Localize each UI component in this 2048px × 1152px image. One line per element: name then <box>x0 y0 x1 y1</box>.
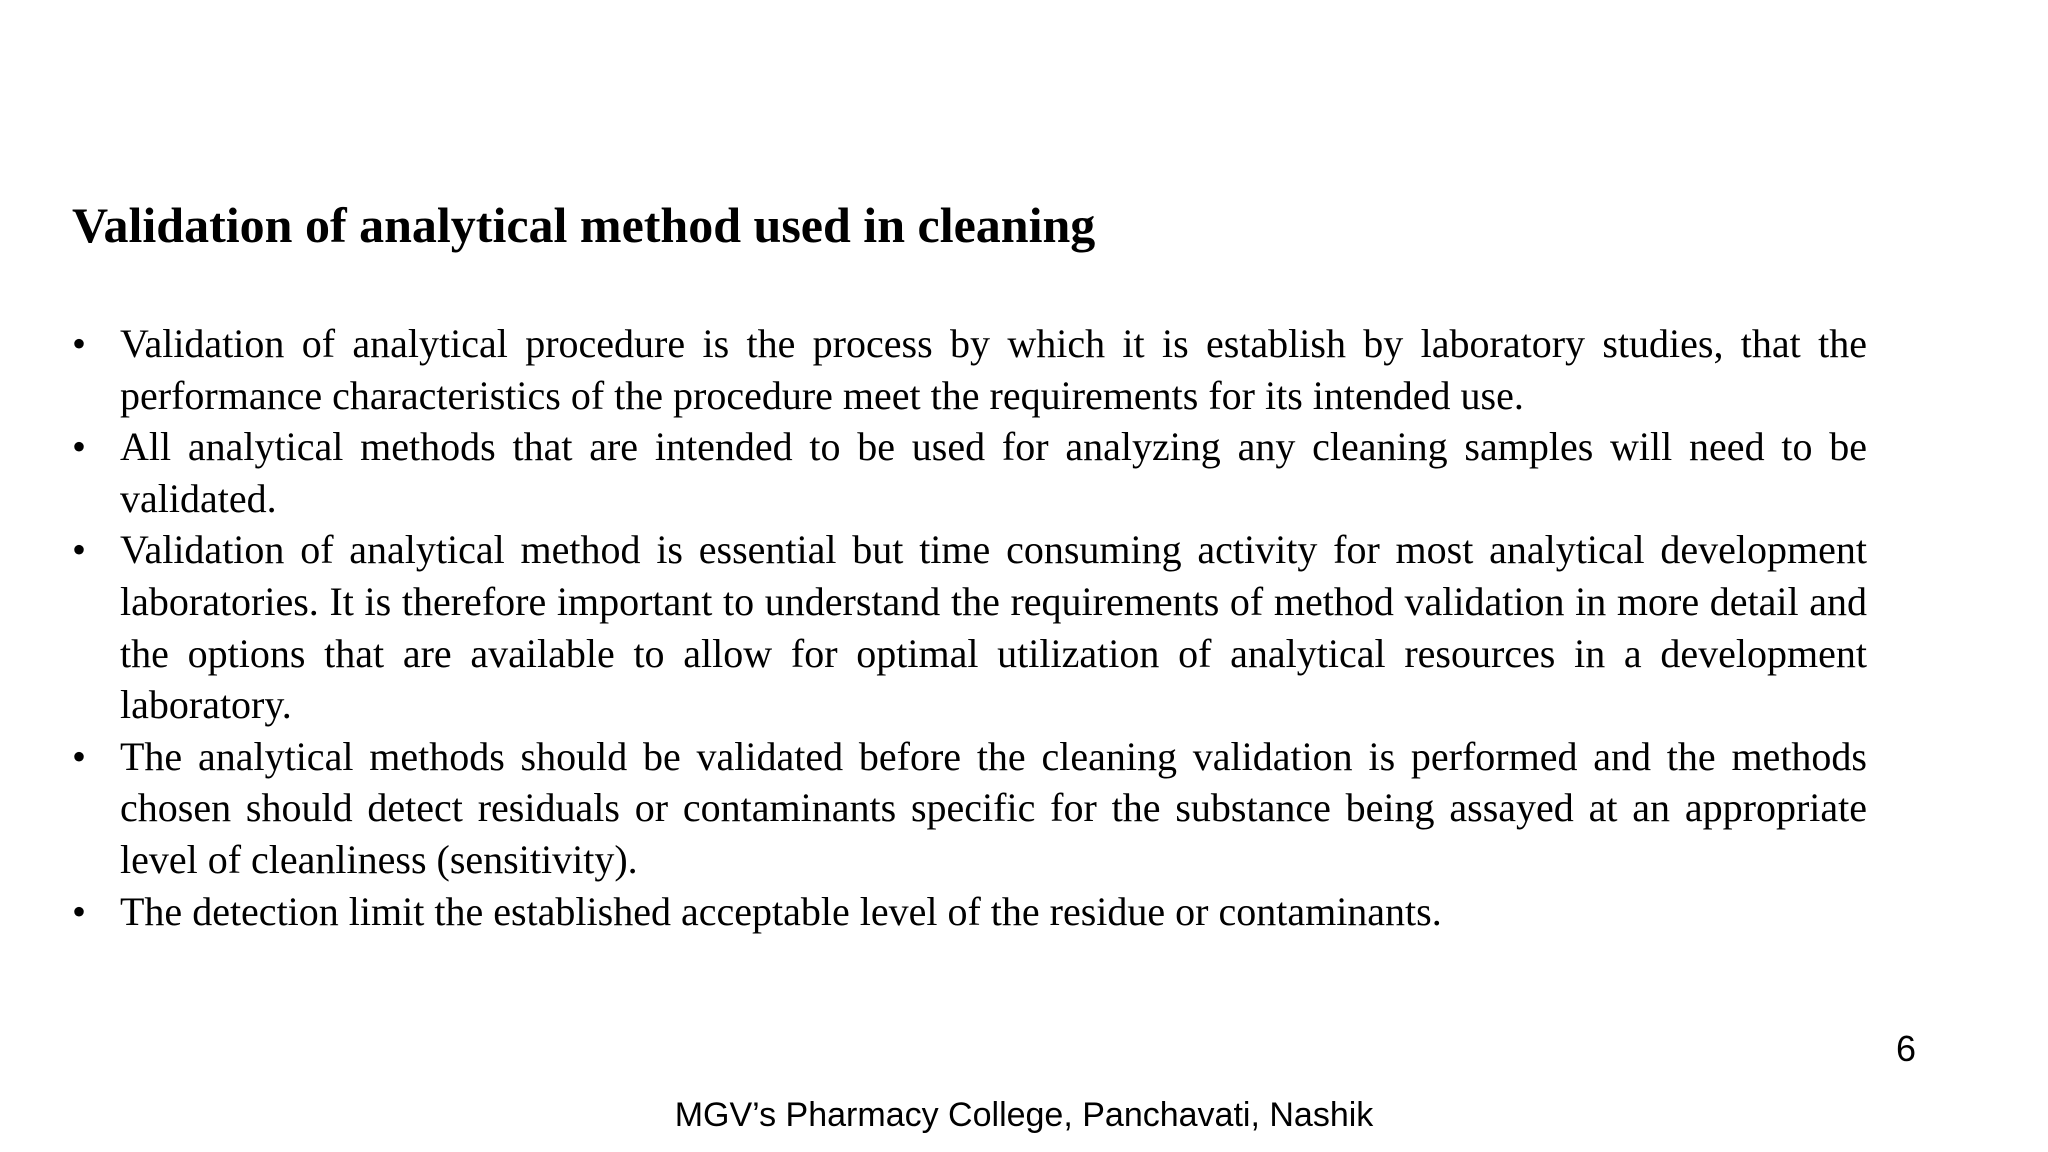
bullet-text: Validation of analytical method is essential but time consuming activity for most analytical development laboratories. It is therefore important to understand the requirements of method validation in more detail and the options that are available to allow for optimal utilization of analytical resources in a development laboratory. <box>120 527 1867 728</box>
bullet-text: Validation of analytical procedure is the process by which it is establish by laboratory studies, that the performance characteristics of the procedure meet the requirements for its intended use. <box>120 321 1867 418</box>
bullet-list <box>72 318 1867 937</box>
bullet-text: All analytical methods that are intended to be used for analyzing any cleaning samples will need to be validated. <box>120 424 1867 521</box>
bullet-text: The detection limit the established acceptable level of the residue or contaminants. <box>120 888 1442 934</box>
slide-title: Validation of analytical method used in cleaning <box>72 197 1096 253</box>
bullet-item <box>72 886 1867 938</box>
bullet-icon: • <box>72 424 87 470</box>
bullet-item <box>72 731 1867 886</box>
bullet-item <box>72 524 1867 730</box>
page-number: 6 <box>1895 1028 1916 1069</box>
bullet-icon: • <box>72 321 87 366</box>
bullet-text: The analytical methods should be validated before the cleaning validation is performed and the methods chosen should detect residuals or contaminants specific for the substance being assayed at an appropriate level of cleanliness (sensitivity). <box>120 733 1867 882</box>
bullet-icon: • <box>72 888 87 934</box>
bullet-icon: • <box>72 527 87 573</box>
bullet-item <box>72 421 1867 524</box>
bullet-icon: • <box>72 733 87 779</box>
slide-footer: MGV’s Pharmacy College, Panchavati, Nashik <box>674 1096 1374 1134</box>
bullet-item <box>72 318 1867 421</box>
